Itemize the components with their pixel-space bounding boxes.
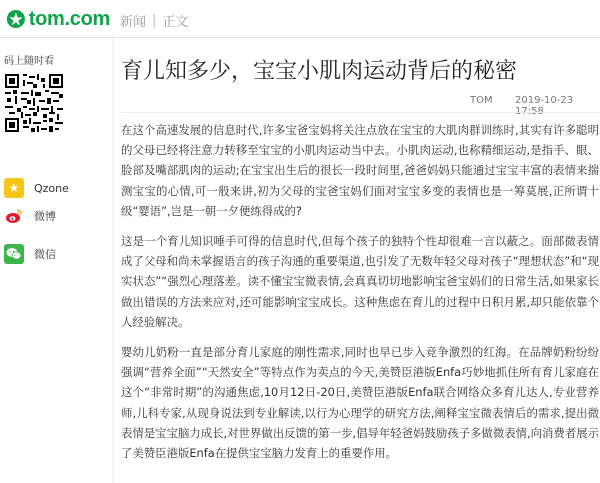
weibo-icon [4,206,24,226]
site-header [0,0,600,38]
wechat-icon [4,244,24,264]
article-paragraph: 婴幼儿奶粉一直是部分育儿家庭的刚性需求,同时也早已步入竞争激烈的红海。在品牌奶粉纷纷强调“营养全面”“天然安全”等特点作为卖点的今天,美赞臣港版Enfa巧妙地抓住所有育儿家庭在这个“非常时期”的沟通焦虑,10月12日-20日,美赞臣港版Enfa联合网络众多育儿达人,专业营养师,儿科专家,从现身说法到专业解读,以行为心理学的研究方法,阐释宝宝微表情后的需求,提出微表情是宝宝脑力成长,对世界做出反馈的第一步,倡导年轻爸妈鼓励孩子多做微表情,向消费者展示了美赞臣港版Enfa在提供宝宝脑力发育上的重要作用。 [121,345,599,461]
article-time: 2019-10-23 17:58 [515,95,574,117]
tom-logo-icon [6,7,26,31]
qzone-star-icon: ★ [4,178,24,198]
article-source: TOM [470,95,493,106]
breadcrumb-news[interactable]: 新闻 [120,15,147,30]
article-body [121,120,599,473]
share-qzone-button[interactable] [4,178,69,198]
share-weibo-label: 微博 [34,210,56,223]
share-qzone-label: Qzone [34,181,69,195]
breadcrumb-article: 正文 [162,15,189,30]
article [112,38,600,483]
tom-logo[interactable] [6,6,110,32]
logo-text: tom.com [28,7,110,30]
share-wechat-label: 微信 [34,248,56,261]
qr-code-icon [5,74,63,132]
article-paragraph: 在这个高速发展的信息时代,许多宝爸宝妈将关注点放在宝宝的大肌肉群训练时,其实有许多聪明的父母已经将注意力转移至宝宝的小肌肉运动当中去。小肌肉运动,也称精细运动,是指手、眼、脸部及嘴部肌肉的运动;在宝宝出生后的很长一段时间里,爸爸妈妈只能通过宝宝丰富的表情来揣测宝宝的心情,可一般来讲,初为父母的宝爸宝妈们面对宝宝多变的表情也是一筹莫展,正所谓十级“婴语”,岂是一朝一夕便练得成的? [121,123,599,218]
title-divider [121,112,600,113]
sidebar [0,38,88,483]
breadcrumb-separator: | [152,13,157,28]
article-title: 育儿知多少，宝宝小肌肉运动背后的秘密 [121,59,518,84]
share-weibo-button[interactable] [4,206,56,226]
article-paragraph: 这是一个育儿知识唾手可得的信息时代,但每个孩子的独特个性却很难一言以蔽之。面部微表情成了父母和尚未掌握语言的孩子沟通的重要渠道,也引发了无数年轻父母对孩子“理想状态”和“现实状态”“强烈心理落差。读不懂宝宝微表情,会真真切切地影响宝爸宝妈们的日常生活,如果家长做出错误的方法来应对,还可能影响宝宝成长。这种焦虑在育儿的过程中日积月累,却只能依靠个人经验解决。 [121,234,599,329]
breadcrumb [120,11,188,30]
qr-title: 码上随时看 [4,56,54,67]
share-wechat-button[interactable] [4,244,56,264]
